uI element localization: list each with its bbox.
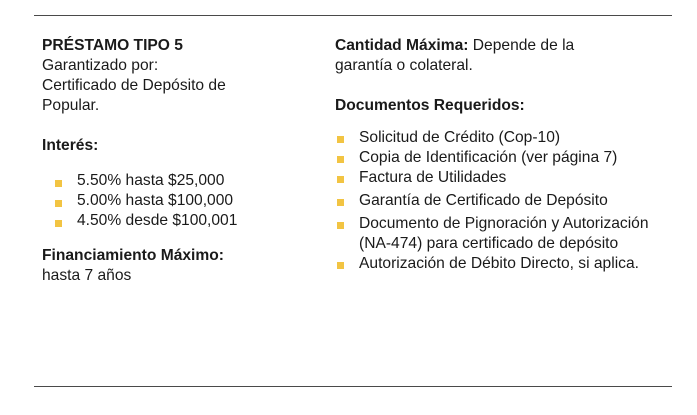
list-item: Factura de Utilidades <box>335 168 665 188</box>
financing-value: hasta 7 años <box>42 267 132 284</box>
financing-label: Financiamiento Máximo: <box>42 247 224 264</box>
list-item: Documento de Pignoración y Autorización (NA-474) para certificado de depósito <box>335 214 665 254</box>
max-amount-label: Cantidad Máxima: <box>335 37 469 54</box>
docs-list <box>335 128 665 274</box>
max-amount-value: Depende de la <box>468 37 575 54</box>
bullet-square-icon <box>337 199 344 206</box>
loan-title: PRÉSTAMO TIPO 5 <box>42 37 183 54</box>
bullet-square-icon <box>337 222 344 229</box>
bullet-square-icon <box>337 156 344 163</box>
list-item: Garantía de Certificado de Depósito <box>335 191 665 211</box>
requirements-column <box>335 36 665 274</box>
bullet-square-icon <box>337 176 344 183</box>
loan-details-column <box>42 36 292 286</box>
bullet-square-icon <box>337 262 344 269</box>
list-item: Solicitud de Crédito (Cop-10) <box>335 128 665 148</box>
list-item: Copia de Identificación (ver página 7) <box>335 148 665 168</box>
interest-label: Interés: <box>42 137 99 154</box>
guarantee-line-2: Certificado de Depósito de <box>42 77 226 94</box>
guarantee-line-1: Garantizado por: <box>42 57 159 74</box>
list-item: 5.00% hasta $100,000 <box>42 191 292 211</box>
bullet-square-icon <box>55 180 62 187</box>
bullet-square-icon <box>337 136 344 143</box>
docs-label: Documentos Requeridos: <box>335 97 525 114</box>
guarantee-line-3: Popular. <box>42 97 100 114</box>
list-item: 5.50% hasta $25,000 <box>42 171 292 191</box>
bullet-square-icon <box>55 220 62 227</box>
bottom-divider <box>34 386 672 387</box>
list-item: 4.50% desde $100,001 <box>42 211 292 231</box>
bullet-square-icon <box>55 200 62 207</box>
max-amount-line-1 <box>335 36 665 56</box>
max-amount-line-2: garantía o colateral. <box>335 57 473 74</box>
interest-list <box>42 171 292 231</box>
list-item: Autorización de Débito Directo, si aplica. <box>335 254 665 274</box>
top-divider <box>34 15 672 16</box>
